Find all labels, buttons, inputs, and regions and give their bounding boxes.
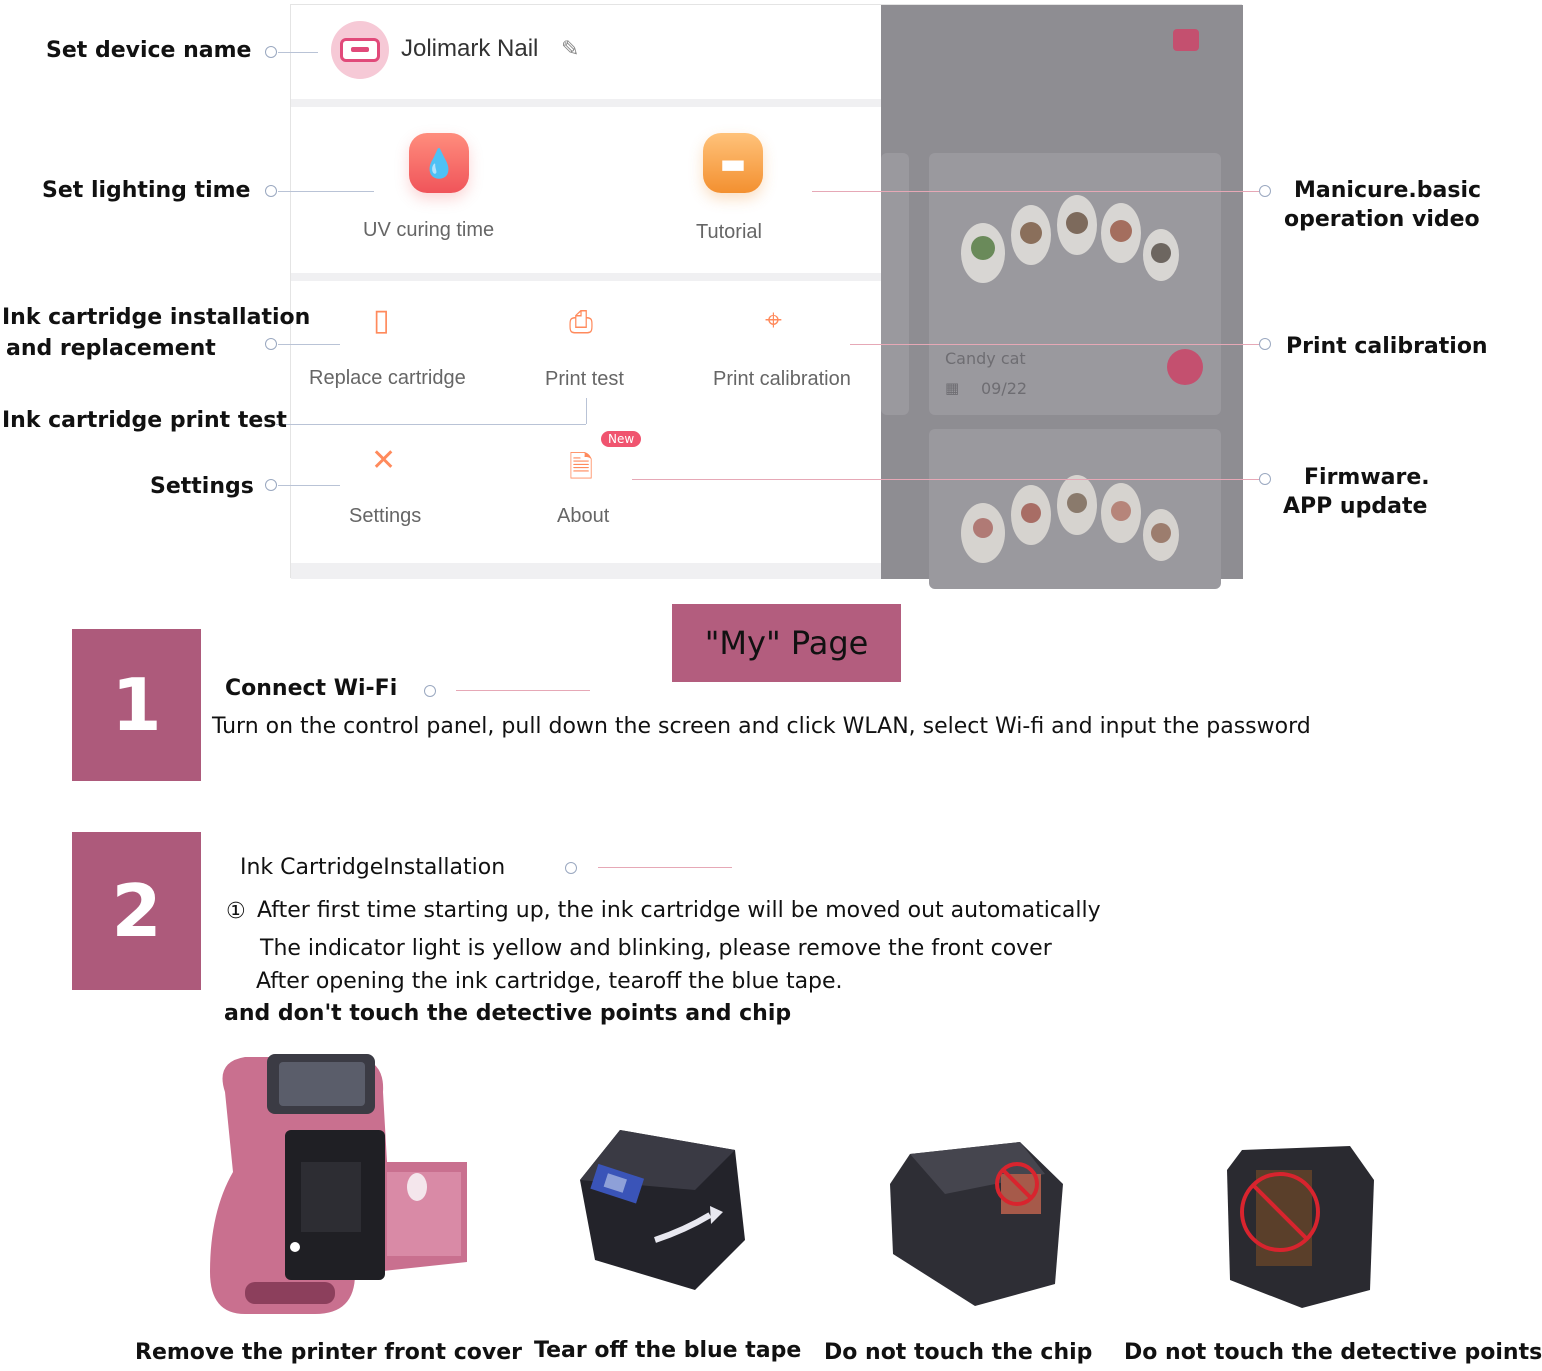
callout-dot xyxy=(265,185,277,197)
caption-tear-tape: Tear off the blue tape xyxy=(534,1338,802,1363)
caption-no-touch-points: Do not touch the detective points xyxy=(1124,1340,1542,1365)
callout-manicure-line1: Manicure.basic xyxy=(1294,178,1482,203)
heart-icon xyxy=(1167,349,1203,385)
tools-icon[interactable]: ✕ xyxy=(371,443,397,478)
callout-dot xyxy=(1259,338,1271,350)
step-line xyxy=(456,690,590,691)
step-number-2: 2 xyxy=(72,832,201,990)
step2-marker: ① xyxy=(226,899,246,924)
leader-line xyxy=(276,424,586,425)
step-line xyxy=(598,867,732,868)
step2-line2: The indicator light is yellow and blinking, please remove the front cover xyxy=(260,936,1052,961)
divider xyxy=(291,99,881,107)
cartridge-points-image xyxy=(1222,1140,1382,1310)
step2-warning: and don't touch the detective points and chip xyxy=(224,1001,792,1026)
divider xyxy=(291,563,881,579)
callout-set-device-name: Set device name xyxy=(46,38,252,63)
edit-pencil-icon[interactable]: ✎ xyxy=(561,37,580,62)
step-dot xyxy=(565,862,577,874)
design-card xyxy=(929,153,1221,415)
step-number-1: 1 xyxy=(72,629,201,781)
callout-print-calibration: Print calibration xyxy=(1286,334,1488,359)
my-page-screen xyxy=(291,5,881,579)
callout-set-lighting-time: Set lighting time xyxy=(42,178,251,203)
nail-design-image xyxy=(953,473,1203,583)
leader-line xyxy=(278,52,318,53)
card-title: Candy cat xyxy=(945,349,1026,368)
step2-line1: After first time starting up, the ink cartridge will be moved out automatically xyxy=(257,898,1101,923)
nail-design-image xyxy=(953,193,1203,303)
leader-line xyxy=(850,344,1259,345)
leader-line xyxy=(278,485,340,486)
printer-line-icon[interactable]: ⎙ xyxy=(569,305,593,340)
book-icon[interactable]: ▬ xyxy=(703,133,763,193)
pink-icon xyxy=(1173,29,1199,51)
callout-firmware-line2: APP update xyxy=(1283,494,1428,519)
leader-line xyxy=(278,344,340,345)
calendar-icon: ▦ xyxy=(945,379,960,397)
caption-remove-cover: Remove the printer front cover xyxy=(135,1340,522,1365)
callout-dot xyxy=(265,46,277,58)
callout-dot xyxy=(1259,185,1271,197)
step1-text: Turn on the control panel, pull down the screen and click WLAN, select Wi-fi and input the password xyxy=(212,714,1311,739)
cartridge-tape-image xyxy=(575,1120,750,1300)
my-page-label: "My" Page xyxy=(672,604,901,682)
card-date: 09/22 xyxy=(981,379,1028,398)
step-dot xyxy=(424,685,436,697)
callout-firmware-line1: Firmware. xyxy=(1304,465,1430,490)
callout-ink-install-line1: Ink cartridge installation xyxy=(2,305,311,330)
design-card-partial xyxy=(881,153,909,415)
uv-drop-icon[interactable]: 💧 xyxy=(409,133,469,193)
tile-replace-cartridge[interactable]: Replace cartridge xyxy=(309,367,466,389)
callout-settings: Settings xyxy=(150,474,254,499)
step2-heading: Ink CartridgeInstallation xyxy=(240,855,506,880)
tile-about[interactable]: About xyxy=(557,505,610,527)
callout-dot xyxy=(265,479,277,491)
tile-tutorial[interactable]: Tutorial xyxy=(696,221,762,243)
device-name[interactable]: Jolimark Nail xyxy=(401,35,539,62)
callout-ink-install-line2: and replacement xyxy=(6,336,216,361)
cartridge-chip-image xyxy=(885,1134,1065,1310)
document-icon[interactable]: 🗎 xyxy=(569,450,594,485)
callout-manicure-line2: operation video xyxy=(1284,207,1480,232)
printer-image xyxy=(205,1052,475,1318)
leader-line xyxy=(586,398,587,424)
leader-line xyxy=(812,191,1259,192)
callout-ink-print-test: Ink cartridge print test xyxy=(2,408,287,433)
design-card xyxy=(929,429,1221,589)
divider xyxy=(291,273,881,281)
step2-line3: After opening the ink cartridge, tearoff the blue tape. xyxy=(256,969,843,994)
callout-dot xyxy=(265,338,277,350)
device-avatar[interactable] xyxy=(331,21,389,79)
tile-settings[interactable]: Settings xyxy=(349,505,422,527)
printer-icon xyxy=(340,38,380,62)
tile-print-calibration[interactable]: Print calibration xyxy=(713,368,851,390)
app-screenshot xyxy=(290,4,1242,578)
step1-heading: Connect Wi-Fi xyxy=(225,676,398,701)
callout-dot xyxy=(1259,473,1271,485)
cartridge-icon[interactable]: ▯ xyxy=(373,303,390,338)
new-badge: New xyxy=(601,431,641,447)
crosshair-icon[interactable]: ⌖ xyxy=(765,303,782,338)
leader-line xyxy=(632,479,1259,480)
dimmed-overlay xyxy=(881,5,1243,579)
caption-no-touch-chip: Do not touch the chip xyxy=(824,1340,1093,1365)
tile-uv-curing-time[interactable]: UV curing time xyxy=(363,219,495,241)
tile-print-test[interactable]: Print test xyxy=(545,368,624,390)
leader-line xyxy=(278,191,374,192)
